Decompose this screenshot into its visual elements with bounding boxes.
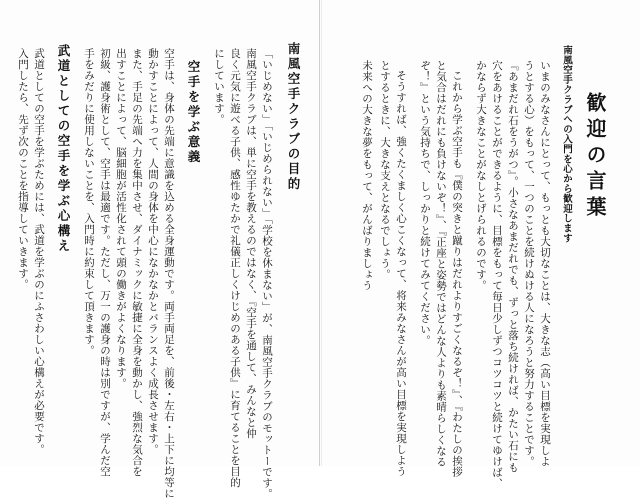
mindset-line: 武道としての空手を学ぶためには、武道を学ぶのにふさわしい心構えが必要です。	[33, 48, 45, 455]
meaning-line: 初級、護身術として、空手は最適です。ただし、万一の護身の時は別ですが、学んだ空	[99, 48, 111, 477]
meaning-line: また、手足の先端へ力を集中させ、ダイナミックに敏捷に全身を動かし、強烈な気合を	[131, 48, 143, 477]
meaning-line: 出すことによって、脳細胞が活性化されて頭の働きがよくなります。	[115, 48, 127, 389]
welcome-line: 未来への大きな夢をもって、がんばりましょう	[361, 60, 373, 291]
purpose-line: 南風空手クラブは、単に空手を教えるのではなく、『空手を通して、みんなと仲	[245, 48, 257, 439]
purpose-title: 南風空手クラブの目的	[286, 42, 301, 192]
purpose-line: 「いじめない」「いじめられない」「学校を休まない」が、南風空手クラブのモットーです。	[261, 48, 273, 500]
welcome-line: いまのみなさんにとって、もっとも大切なことは、大きな志（高い目標を実現しよ	[539, 60, 551, 467]
welcome-line: 『あまだれ石をうがつ』。小さなあまだれでも、ずっと落ち続ければ、かたい石にも	[507, 60, 519, 473]
purpose-line: にしています。	[213, 48, 225, 125]
welcome-line: と気合はだれにも負けないぞ！』、『正座と姿勢ではどんな人よりも素晴らしくなる	[435, 60, 447, 468]
welcome-line: 穴をあけることができるように、目標をもって毎日少しずつコツコツと続けてゆけば、	[491, 60, 503, 489]
purpose-line: 良く元気に遊べる子供、感性ゆたかで礼儀正しくけじめのある子供』に育てることを目的	[229, 48, 241, 488]
mindset-title: 武道としての空手を学ぶ心構え	[56, 44, 71, 254]
mindset-line: 入門したら、先ず次のことを指導していきます。	[17, 48, 29, 290]
welcome-title: 歓迎の言葉	[583, 92, 607, 222]
welcome-line: うとする心）をもって、一つのことを続けぬける人になろうと努力することです。	[523, 60, 535, 467]
meaning-title: 空手を学ぶ意義	[186, 60, 201, 165]
welcome-greeting: 南風空手クラブへの入門を心から歓迎します	[561, 45, 572, 243]
meaning-line: 手をみだりに使用しないことを、入門時に約束して頂きます。	[83, 48, 95, 356]
meaning-line: 動かすことによって、人間の身体を中心になかなかとバランスよく成長させます。	[147, 48, 159, 455]
welcome-line: かならず大きなことがなしとげられるのです。	[475, 60, 487, 291]
page-fold-shadow	[321, 0, 322, 466]
welcome-line: これから学ぶ空手も『僕の突きと蹴りはだれよりすごくなるぞ！』、『わたしの挨拶	[451, 70, 463, 478]
meaning-line: 空手は、身体の先端に意識を込める全身運動です。両手両足を、前後・左右・上下に均等に	[163, 48, 175, 499]
welcome-line: ぞ！』という気持ちで、しっかりと続けてみてください。	[419, 60, 431, 346]
page-fold	[319, 0, 320, 466]
welcome-line: とするときに、大きな支えとなるでしょう。	[379, 60, 391, 280]
welcome-line: そうすれば、強くたくましく心こくなって、将来みなさんが高い目標を実現しよう	[395, 70, 407, 477]
